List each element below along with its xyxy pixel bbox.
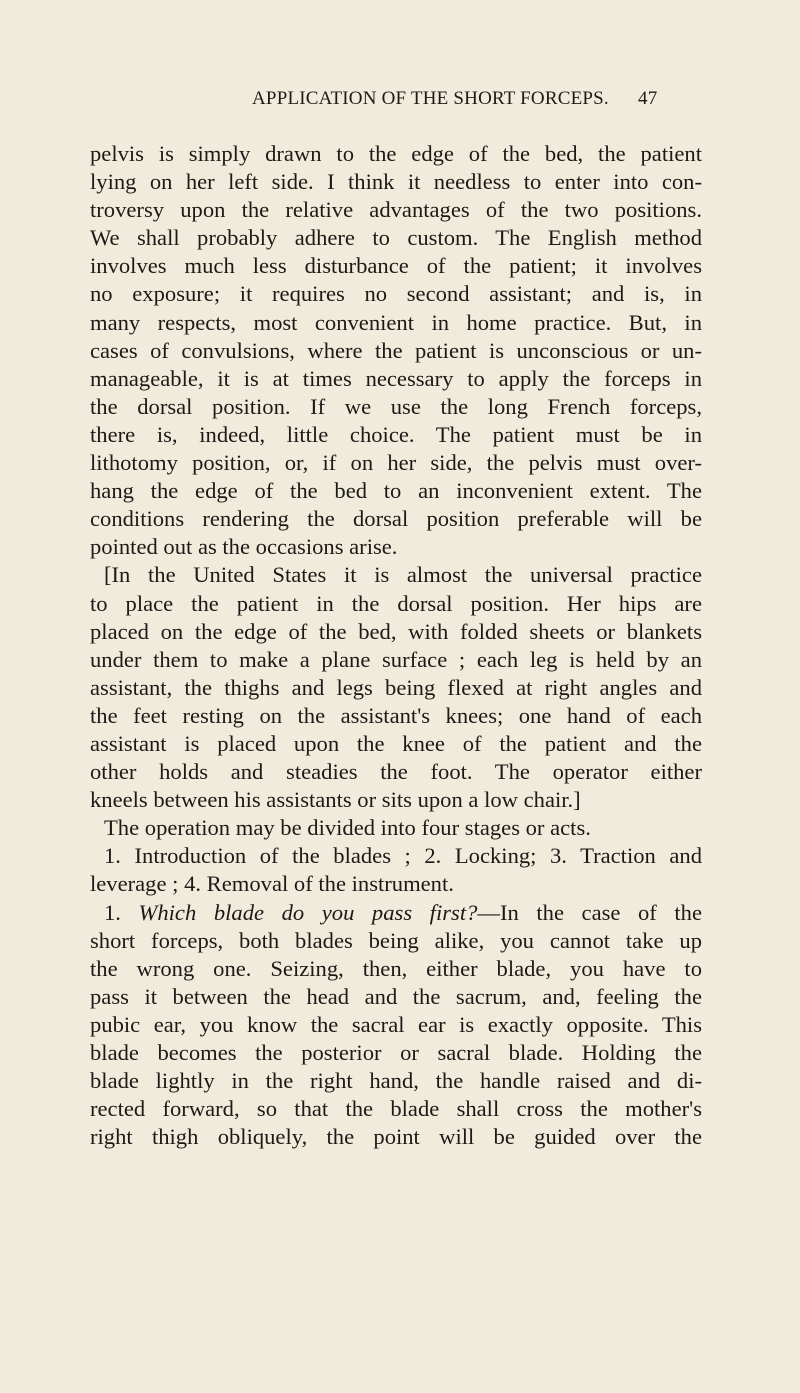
text-line: troversy upon the relative advantages of the two positions. [90,197,702,223]
section-question: Which blade do you pass first? [138,899,478,925]
text-line: pass it between the head and the sacrum, and, feeling the [90,983,702,1009]
text-line: blade lightly in the right hand, the handle raised and di- [90,1068,702,1094]
text-line: placed on the edge of the bed, with folded sheets or blankets [90,618,702,644]
text-line: pubic ear, you know the sacral ear is exactly opposite. This [90,1011,702,1037]
body-text [90,140,702,1151]
text-line: to place the patient in the dorsal position. Her hips are [90,590,702,616]
section-heading-line [90,899,702,927]
text-line: the wrong one. Seizing, then, either blade, you have to [90,955,702,981]
text-line: blade becomes the posterior or sacral blade. Holding the [90,1040,702,1065]
text-line: manageable, it is at times necessary to apply the forceps in [90,365,702,391]
text-line: pointed out as the occasions arise. [90,534,398,560]
text-line: hang the edge of the bed to an inconvenient extent. The [90,478,702,504]
text-line: conditions rendering the dorsal position preferable will be [90,506,702,532]
text-line: no exposure; it requires no second assistant; and is, in [90,281,702,307]
text-line: the feet resting on the assistant's knees; one hand of each [90,702,702,728]
text-line: there is, indeed, little choice. The patient must be in [90,421,702,447]
running-title: APPLICATION OF THE SHORT FORCEPS. [252,88,609,109]
page-number: 47 [638,88,658,109]
text-line: 1. Introduction of the blades ; 2. Locking; 3. Traction and [104,843,702,869]
text-line: We shall probably adhere to custom. The English method [90,225,702,251]
text-line: rected forward, so that the blade shall cross the mother's [90,1096,702,1122]
text-line: cases of convulsions, where the patient is unconscious or un- [90,337,702,363]
running-header [252,88,658,112]
text-line: assistant is placed upon the knee of the patient and the [90,730,702,756]
text-line: right thigh obliquely, the point will be guided over the [90,1124,702,1150]
text-line: pelvis is simply drawn to the edge of the bed, the patient [90,141,702,166]
text-line: other holds and steadies the foot. The operator either [90,759,702,785]
section-number: 1. [104,899,121,925]
text-line: lithotomy position, or, if on her side, the pelvis must over- [90,450,702,476]
text-line: the dorsal position. If we use the long French forceps, [90,393,702,419]
text-line: [In the United States it is almost the universal practice [104,562,702,588]
text-line: many respects, most convenient in home practice. But, in [90,309,702,335]
text-line: short forceps, both blades being alike, you cannot take up [90,927,702,953]
text-line: kneels between his assistants or sits upon a low chair.] [90,787,581,813]
text-line: leverage ; 4. Removal of the instrument. [90,871,454,897]
text-line: involves much less disturbance of the patient; it involves [90,253,702,279]
text-line: The operation may be divided into four stages or acts. [104,815,591,841]
text-line: assistant, the thighs and legs being flexed at right angles and [90,674,702,700]
text-line: —In the case of the [477,899,702,925]
text-line: lying on her left side. I think it needless to enter into con- [90,169,702,195]
text-line: under them to make a plane surface ; each leg is held by an [90,646,702,672]
